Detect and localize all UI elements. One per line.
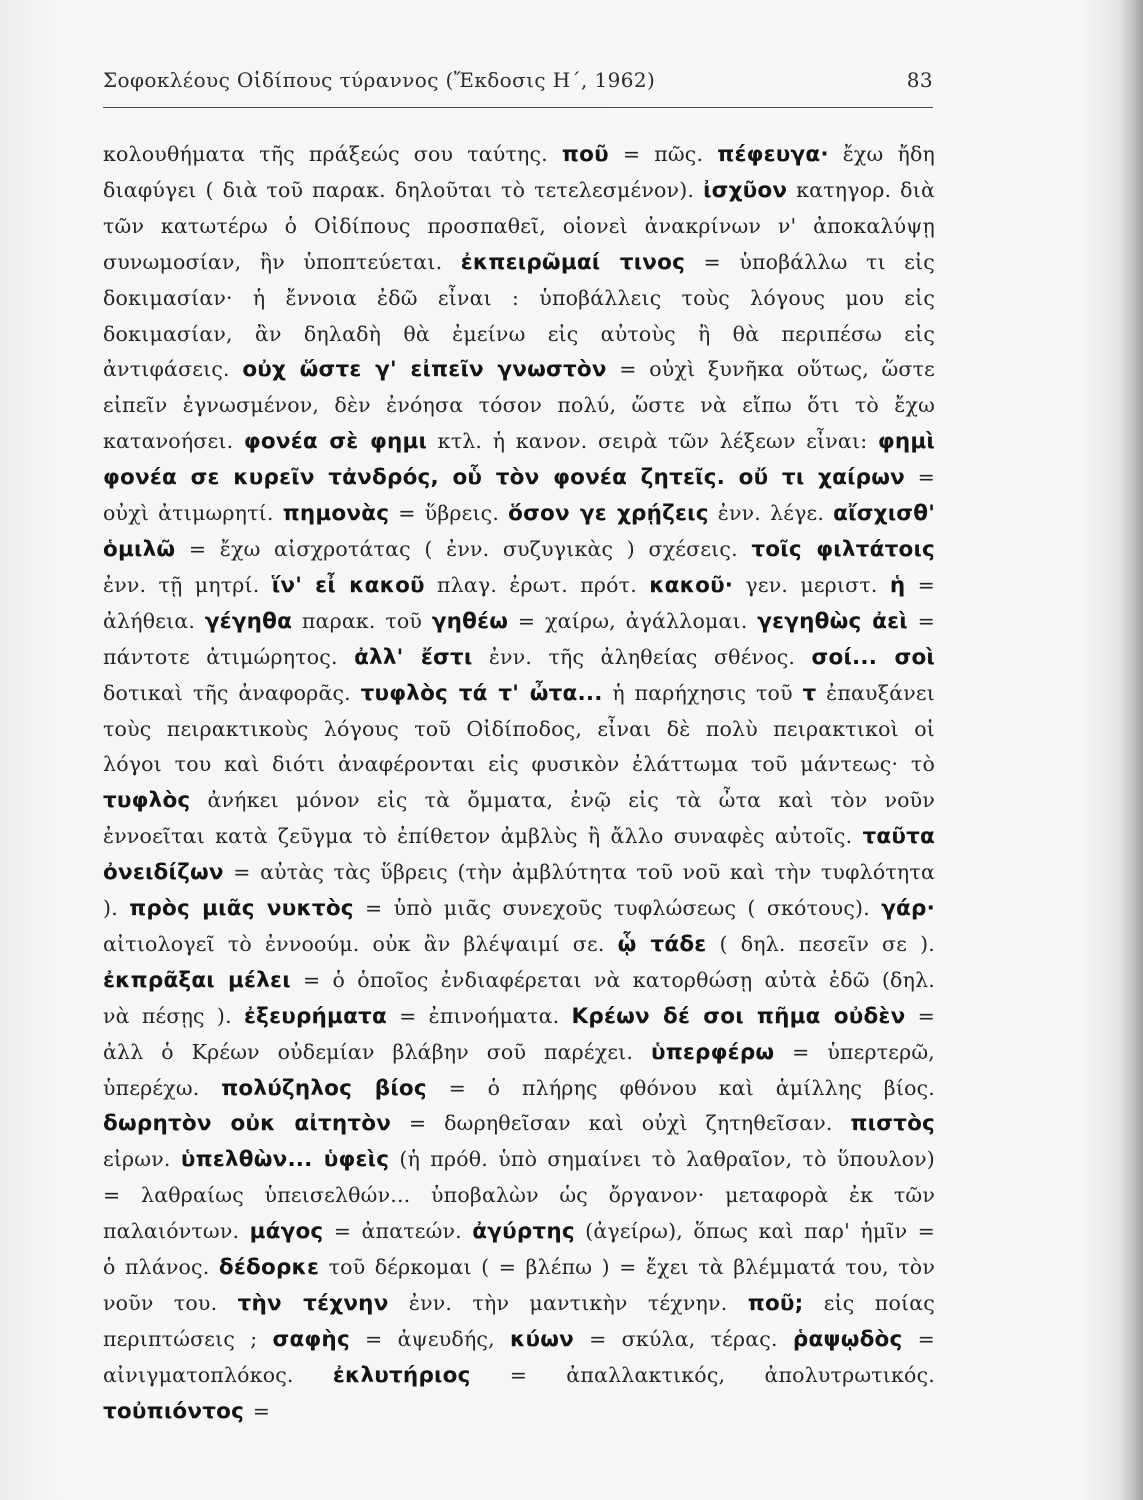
commentary-run: δοτικαὶ τῆς ἀναφορᾶς. bbox=[103, 680, 361, 705]
commentary-run: πλαγ. ἐρωτ. πρότ. bbox=[424, 572, 650, 597]
commentary-run: ἔχω ἤδη διαφύγει ( διὰ τοῦ παρακ. δηλοῦται τὸ τετελεσμένον). bbox=[103, 142, 935, 202]
lemma-term: Κρέων δέ σοι πῆμα οὐδὲν bbox=[571, 1003, 906, 1029]
lemma-term: τυφλὸς bbox=[103, 788, 191, 814]
lemma-term: αἴσχισθ' ὁμιλῶ bbox=[103, 501, 935, 562]
lemma-term: ὑπελθὼν... ὑφεὶς bbox=[180, 1147, 390, 1173]
commentary-run: τοῦ δέρκομαι ( = βλέπω ) = ἔχει τὰ βλέμματά του, τὸν νοῦν του. bbox=[103, 1255, 935, 1315]
lemma-term: γεγηθὼς ἀεὶ bbox=[757, 608, 908, 634]
commentary-run: = δωρηθεῖσαν καὶ οὐχὶ ζητηθεῖσαν. bbox=[391, 1111, 851, 1136]
commentary-text bbox=[103, 137, 935, 1430]
lemma-term: τ bbox=[802, 680, 817, 706]
commentary-run: = ἀψευδής, bbox=[349, 1326, 510, 1351]
commentary-run: = πάντοτε ἀτιμώρητος. bbox=[103, 608, 935, 669]
commentary-run: γεν. μεριστ. bbox=[733, 572, 890, 597]
commentary-run: = ὕβρεις. bbox=[389, 501, 509, 526]
commentary-run: = οὐχὶ ξυνῆκα οὕτως, ὥστε εἰπεῖν ἐγνωσμένον, δὲν ἐνόησα τόσον πολύ, ὥστε νὰ εἴπω ὅτι τὸ ἔχω κατανοήσει. bbox=[103, 357, 935, 454]
commentary-run: = ἔχω αἰσχροτάτας ( ἐνν. συζυγικὰς ) σχέσεις. bbox=[175, 536, 752, 561]
lemma-term: πέφευγα· bbox=[717, 142, 829, 167]
commentary-run: ἀνήκει μόνον εἰς τὰ ὄμματα, ἐνῷ εἰς τὰ ὦτα καὶ τὸν νοῦν ἐννοεῖται κατὰ ζεῦγμα τὸ ἐπίθετον ἀμβλὺς ἢ ἄλλο συναφὲς αὐτοῖς. bbox=[103, 788, 935, 849]
commentary-run: ἐνν. τῇ μητρί. bbox=[103, 572, 272, 597]
commentary-run: (ἡ πρόθ. ὑπὸ σημαίνει τὸ λαθραῖον, τὸ ὕπουλον) = λαθραίως ὑπεισελθών... ὑποβαλὼν ὡς ὄργανον· μεταφορὰ ἐκ τῶν παλαιόντων. bbox=[103, 1147, 935, 1244]
lemma-term: ἵν' εἶ κακοῦ bbox=[271, 572, 425, 598]
commentary-run: ἐνν. τὴν μαντικὴν τέχνην. bbox=[388, 1291, 748, 1315]
lemma-term: σοί... σοὶ bbox=[811, 644, 935, 670]
lemma-term: ἐξευρήματα bbox=[244, 1003, 387, 1029]
commentary-run: = ὑπὸ μιᾶς συνεχοῦς τυφλώσεως ( σκότους). bbox=[353, 896, 882, 921]
lemma-term: τοῖς φιλτάτοις bbox=[751, 536, 935, 562]
lemma-term: κύων bbox=[510, 1326, 574, 1352]
lemma-term: μάγος bbox=[249, 1219, 324, 1245]
lemma-term: ῥαψῳδὸς bbox=[792, 1326, 903, 1352]
lemma-term: ἀγύρτης bbox=[472, 1219, 575, 1245]
commentary-run: ἐπαυξάνει τοὺς πειρακτικοὺς λόγους τοῦ Οἰδίποδος, εἶναι δὲ πολὺ πειρακτικοὶ οἱ λόγοι του καὶ διότι ἀναφέρονται εἰς φυσικὸν ἐλάττωμα τοῦ μάντεως· τὸ bbox=[103, 680, 935, 777]
commentary-run: = αἰνιγματοπλόκος. bbox=[103, 1326, 936, 1387]
commentary-run: = bbox=[244, 1398, 271, 1423]
lemma-term: τοὐπιόντος bbox=[103, 1398, 245, 1424]
lemma-term: γηθέω bbox=[431, 608, 509, 634]
lemma-term: ὅσον γε χρῄζεις bbox=[508, 501, 709, 527]
commentary-run: = οὐχὶ ἀτιμωρητί. bbox=[103, 465, 935, 526]
running-header-title: Σοφοκλέους Οἰδίπους τύραννος (Ἔκδοσις Η΄, 1962) bbox=[103, 68, 656, 92]
commentary-run: αἰτιολογεῖ τὸ ἐννοούμ. οὐκ ἂν βλέψαιμί σε. bbox=[103, 931, 618, 956]
lemma-term: δέδορκε bbox=[218, 1255, 320, 1281]
lemma-term: φονέα σὲ φημι bbox=[243, 429, 428, 455]
lemma-term: σαφὴς bbox=[272, 1326, 350, 1352]
commentary-run: = ἀλλ ὁ Κρέων οὐδεμίαν βλάβην σοῦ παρέχει. bbox=[103, 1003, 936, 1064]
commentary-run: εἰρων. bbox=[103, 1147, 181, 1172]
lemma-term: ὑπερφέρω bbox=[650, 1039, 775, 1065]
lemma-term: ποῦ; bbox=[747, 1291, 804, 1316]
commentary-run: = χαίρω, ἀγάλλομαι. bbox=[508, 608, 758, 633]
commentary-run: = ὑποβάλλω τι εἰς δοκιμασίαν· ἡ ἔννοια ἐδῶ εἶναι : ὑποβάλλεις τοὺς λόγους μου εἰς δοκιμασίαν, ἂν δηλαδὴ θὰ ἐμείνω εἰς αὐτοὺς ἢ θὰ περιπέσω εἰς ἀντιφάσεις. bbox=[103, 249, 935, 382]
commentary-run: κτλ. ἡ κανον. σειρὰ τῶν λέξεων εἶναι: bbox=[427, 429, 878, 454]
lemma-term: φημὶ φονέα σε κυρεῖν τἀνδρός, οὗ τὸν φονέα ζητεῖς. οὔ τι χαίρων bbox=[103, 429, 935, 491]
commentary-run: ἐνν. τῆς ἀληθείας σθένος. bbox=[472, 644, 812, 669]
header-rule bbox=[103, 107, 933, 108]
commentary-run: κολουθήματα τῆς πράξεώς σου ταύτης. bbox=[103, 142, 562, 166]
commentary-run: ἐνν. λέγε. bbox=[708, 501, 834, 526]
commentary-run: ( δηλ. πεσεῖν σε ). bbox=[706, 931, 935, 956]
lemma-term: τὴν τέχνην bbox=[237, 1291, 389, 1316]
lemma-term: οὐχ ὥστε γ' εἰπεῖν γνωστὸν bbox=[242, 357, 607, 383]
lemma-term: ᾧ τάδε bbox=[617, 931, 707, 957]
lemma-term: κακοῦ· bbox=[649, 572, 734, 598]
lemma-term: γάρ· bbox=[881, 896, 935, 922]
lemma-term: ἀλλ' ἔστι bbox=[354, 644, 473, 670]
lemma-term: πολύζηλος βίος bbox=[221, 1075, 427, 1101]
lemma-term: ταῦτα ὀνειδίζων bbox=[103, 824, 935, 886]
lemma-term: πρὸς μιᾶς νυκτὸς bbox=[129, 896, 354, 922]
lemma-term: δωρητὸν οὐκ αἰτητὸν bbox=[103, 1111, 392, 1137]
commentary-run: = αὐτὰς τὰς ὕβρεις (τὴν ἀμβλύτητα τοῦ νοῦ καὶ τὴν τυφλότητα ). bbox=[103, 860, 935, 921]
lemma-term: ἐκπρᾶξαι μέλει bbox=[103, 967, 291, 993]
commentary-run: = ὑπερτερῶ, ὑπερέχω. bbox=[103, 1039, 935, 1100]
commentary-run: = πῶς. bbox=[608, 142, 718, 166]
lemma-term: πημονὰς bbox=[282, 501, 390, 527]
lemma-term: ἐκπειρῶμαί τινος bbox=[460, 249, 686, 275]
commentary-run: κατηγορ. διὰ τῶν κατωτέρω ὁ Οἰδίπους προσπαθεῖ, οἱονεὶ ἀνακρίνων ν' ἀποκαλύψῃ συνωμοσίαν, ἣν ὑποπτεύεται. bbox=[103, 177, 935, 274]
commentary-run: = ἀλήθεια. bbox=[103, 572, 935, 633]
commentary-run: παρακ. τοῦ bbox=[292, 608, 432, 633]
lemma-term: τυφλὸς τά τ' ὦτα... bbox=[360, 680, 603, 706]
commentary-run: = σκύλα, τέρας. bbox=[573, 1326, 793, 1351]
lemma-term: ἰσχῦον bbox=[703, 177, 788, 203]
commentary-run: (ἀγείρω), ὅπως καὶ παρ' ἡμῖν = ὁ πλάνος. bbox=[103, 1219, 936, 1280]
lemma-term: γέγηθα bbox=[204, 608, 293, 634]
lemma-term: ἐκλυτήριος bbox=[332, 1362, 471, 1388]
lemma-term: ποῦ bbox=[561, 142, 609, 167]
lemma-term: πιστὸς bbox=[850, 1111, 935, 1137]
commentary-run: = ὁ ὁποῖος ἐνδιαφέρεται νὰ κατορθώσῃ αὐτὰ ἐδῶ (δηλ. νὰ πέσῃς ). bbox=[103, 967, 935, 1028]
page-edge-shadow bbox=[1117, 0, 1143, 1500]
commentary-run: = ἀπαλλακτικός, ἀπολυτρωτικός. bbox=[470, 1362, 935, 1387]
page-number: 83 bbox=[906, 68, 933, 92]
commentary-run: = ἐπινοήματα. bbox=[386, 1003, 572, 1028]
commentary-run: εἰς ποίας περιπτώσεις ; bbox=[103, 1291, 935, 1351]
lemma-term: ἡ bbox=[889, 572, 906, 598]
commentary-run: = ἀπατεών. bbox=[323, 1219, 473, 1244]
commentary-run: ἡ παρήχησις τοῦ bbox=[602, 680, 803, 705]
commentary-run: = ὁ πλήρης φθόνου καὶ ἁμίλλης βίος. bbox=[426, 1075, 936, 1100]
